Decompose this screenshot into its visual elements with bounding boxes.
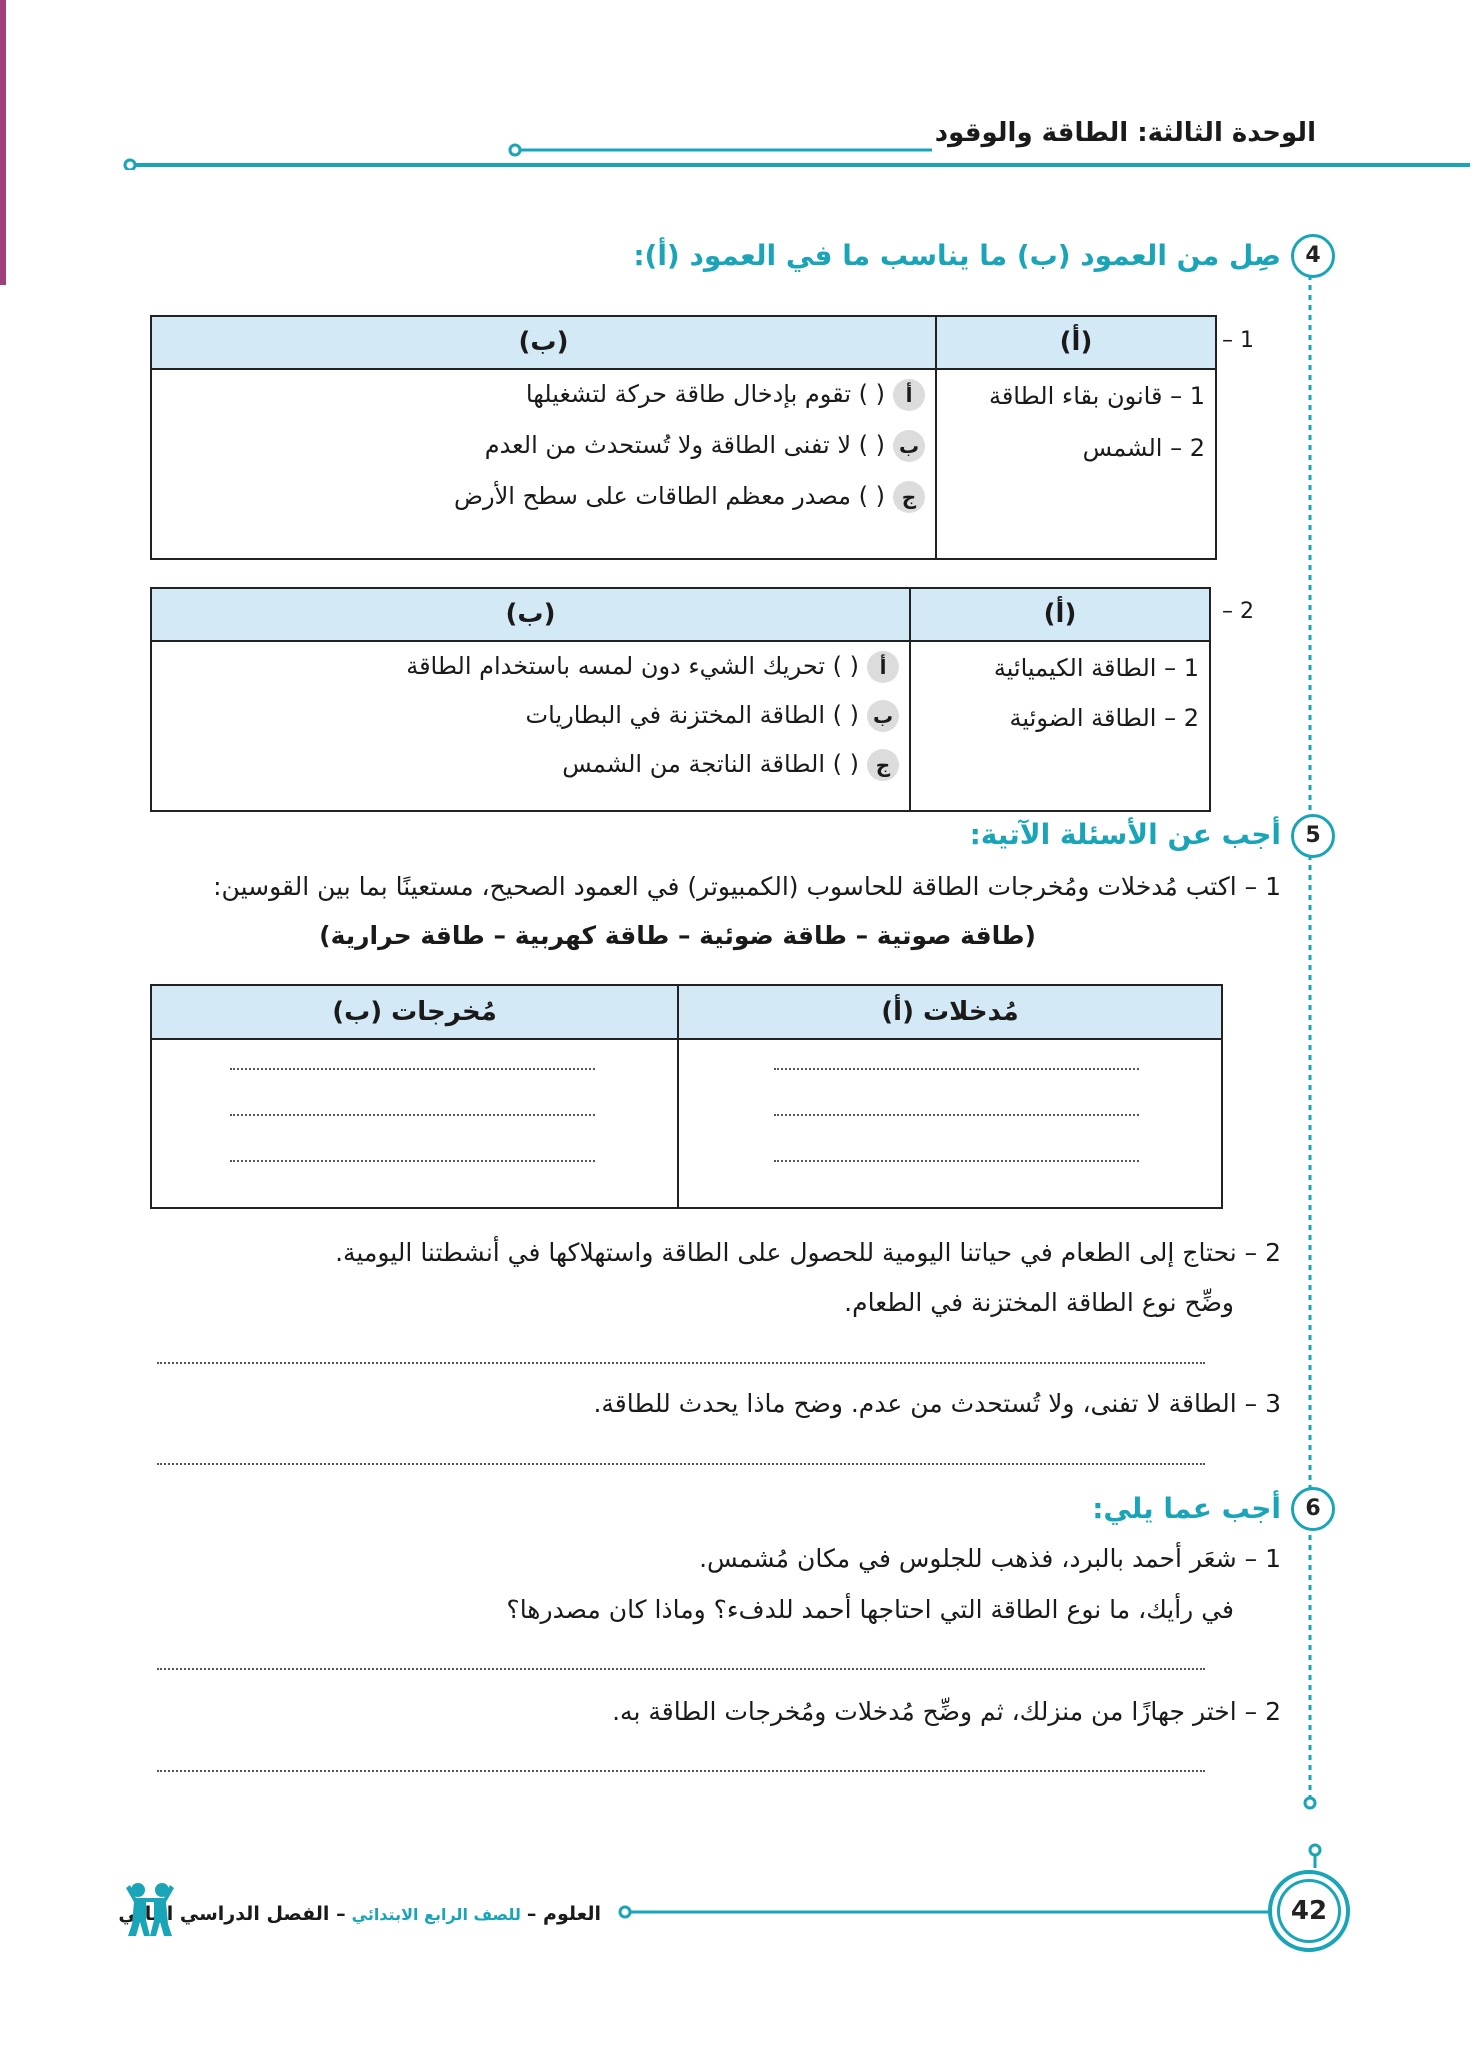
question-5-item-3: 3 – الطاقة لا تفنى، ولا تُستحدث من عدم. وضح ماذا يحدث للطاقة. bbox=[593, 1389, 1281, 1418]
question-6-item-1-answer-line[interactable] bbox=[157, 1668, 1205, 1670]
letter-c-badge: ج bbox=[893, 481, 925, 513]
inputs-answer-line-1[interactable] bbox=[774, 1068, 1139, 1070]
inputs-outputs-table bbox=[150, 984, 1223, 1209]
statement-text: تقوم بإدخال طاقة حركة لتشغيلها bbox=[525, 380, 851, 408]
header-rule bbox=[120, 140, 1480, 170]
table-2-col-b-header: (ب) bbox=[505, 599, 556, 629]
vertical-guide-line bbox=[1300, 255, 1320, 1815]
inputs-answer-line-3[interactable] bbox=[774, 1160, 1139, 1162]
question-6-title: أجب عما يلي: bbox=[1092, 1492, 1281, 1525]
table-2-col-b-item-a bbox=[406, 651, 899, 683]
table-2-index: 2 – bbox=[1222, 599, 1254, 624]
question-5-number: 5 bbox=[1291, 814, 1335, 858]
footer-rule bbox=[615, 1840, 1365, 1970]
outputs-answer-line-3[interactable] bbox=[230, 1160, 595, 1162]
answer-blank[interactable]: ( ) bbox=[858, 431, 885, 459]
letter-a-badge: أ bbox=[893, 379, 925, 411]
page-number-inner-ring bbox=[1277, 1879, 1341, 1943]
table-1-col-b-header: (ب) bbox=[518, 327, 569, 357]
matching-table-1 bbox=[150, 315, 1217, 560]
question-6-item-1-line-1: 1 – شعَر أحمد بالبرد، فذهب للجلوس في مكان مُشمس. bbox=[699, 1544, 1281, 1573]
inputs-header: (أ) مُدخلات bbox=[881, 997, 1019, 1027]
question-5-item-1: 1 – اكتب مُدخلات ومُخرجات الطاقة للحاسوب (الكمبيوتر) في العمود الصحيح، مستعينًا بما بين القوسين: bbox=[213, 872, 1281, 901]
unit-title: الوحدة الثالثة: الطاقة والوقود bbox=[934, 118, 1316, 148]
question-6-item-2: 2 – اختر جهازًا من منزلك، ثم وضِّح مُدخلات ومُخرجات الطاقة به. bbox=[612, 1697, 1281, 1726]
statement-text: الطاقة المختزنة في البطاريات bbox=[525, 701, 825, 729]
statement-text: تحريك الشيء دون لمسه باستخدام الطاقة bbox=[406, 652, 825, 680]
letter-c-badge: ج bbox=[867, 749, 899, 781]
question-4-title: صِل من العمود (ب) ما يناسب ما في العمود (أ): bbox=[633, 239, 1281, 272]
table-1-col-a-header: (أ) bbox=[1059, 327, 1093, 357]
answer-blank[interactable]: ( ) bbox=[832, 652, 859, 680]
answer-blank[interactable]: ( ) bbox=[832, 750, 859, 778]
table-2-col-a-item-1: 1 – الطاقة الكيميائية bbox=[993, 654, 1199, 682]
table-1-index: 1 – bbox=[1222, 328, 1254, 353]
letter-a-badge: أ bbox=[867, 651, 899, 683]
question-5-item-2-answer-line[interactable] bbox=[157, 1362, 1205, 1364]
question-5-item-2-line-2: وضِّح نوع الطاقة المختزنة في الطعام. bbox=[844, 1288, 1234, 1317]
footer-caption bbox=[118, 1903, 601, 1925]
table-2-col-b-item-c bbox=[562, 749, 899, 781]
question-5-options: (طاقة صوتية – طاقة ضوئية – طاقة كهربية – طاقة حرارية) bbox=[319, 921, 1036, 950]
outputs-header: (ب) مُخرجات bbox=[332, 997, 497, 1027]
question-6-item-2-answer-line[interactable] bbox=[157, 1770, 1205, 1772]
answer-blank[interactable]: ( ) bbox=[858, 380, 885, 408]
table-1-col-a-item-2: 2 – الشمس bbox=[1082, 434, 1205, 462]
statement-text: لا تفنى الطاقة ولا تُستحدث من العدم bbox=[484, 431, 851, 459]
outputs-answer-line-2[interactable] bbox=[230, 1114, 595, 1116]
table-2-col-a-item-2: 2 – الطاقة الضوئية bbox=[1009, 704, 1199, 732]
question-5-title: أجب عن الأسئلة الآتية: bbox=[969, 818, 1281, 851]
question-6-number: 6 bbox=[1291, 1487, 1335, 1531]
footer-subject: العلوم – bbox=[526, 1903, 601, 1925]
statement-text: الطاقة الناتجة من الشمس bbox=[562, 750, 825, 778]
matching-table-2 bbox=[150, 587, 1211, 812]
question-4-number: 4 bbox=[1291, 234, 1335, 278]
table-2-col-b-item-b bbox=[526, 700, 899, 732]
inputs-answer-line-2[interactable] bbox=[774, 1114, 1139, 1116]
page-number: 42 bbox=[1290, 1896, 1328, 1926]
children-logo-icon bbox=[120, 1880, 180, 1938]
statement-text: مصدر معظم الطاقات على سطح الأرض bbox=[454, 482, 851, 510]
footer-term: – الفصل الدراسي الثاني bbox=[118, 1903, 346, 1925]
table-1-col-b-item-b bbox=[485, 430, 925, 462]
answer-blank[interactable]: ( ) bbox=[858, 482, 885, 510]
letter-b-badge: ب bbox=[893, 430, 925, 462]
question-5-item-3-answer-line[interactable] bbox=[157, 1463, 1205, 1465]
table-1-col-a-item-1: 1 – قانون بقاء الطاقة bbox=[988, 382, 1205, 410]
side-accent-bar bbox=[0, 0, 6, 285]
letter-b-badge: ب bbox=[867, 700, 899, 732]
table-1-col-b-item-a bbox=[526, 379, 925, 411]
table-2-col-a-header: (أ) bbox=[1043, 599, 1077, 629]
question-5-item-2-line-1: 2 – نحتاج إلى الطعام في حياتنا اليومية للحصول على الطاقة واستهلاكها في أنشطتنا اليومية. bbox=[335, 1238, 1281, 1267]
footer-grade: للصف الرابع الابتدائي bbox=[351, 1905, 521, 1924]
outputs-answer-line-1[interactable] bbox=[230, 1068, 595, 1070]
question-6-item-1-line-2: في رأيك، ما نوع الطاقة التي احتاجها أحمد للدفء؟ وماذا كان مصدرها؟ bbox=[506, 1595, 1234, 1624]
table-1-col-b-item-c bbox=[454, 481, 925, 513]
answer-blank[interactable]: ( ) bbox=[832, 701, 859, 729]
